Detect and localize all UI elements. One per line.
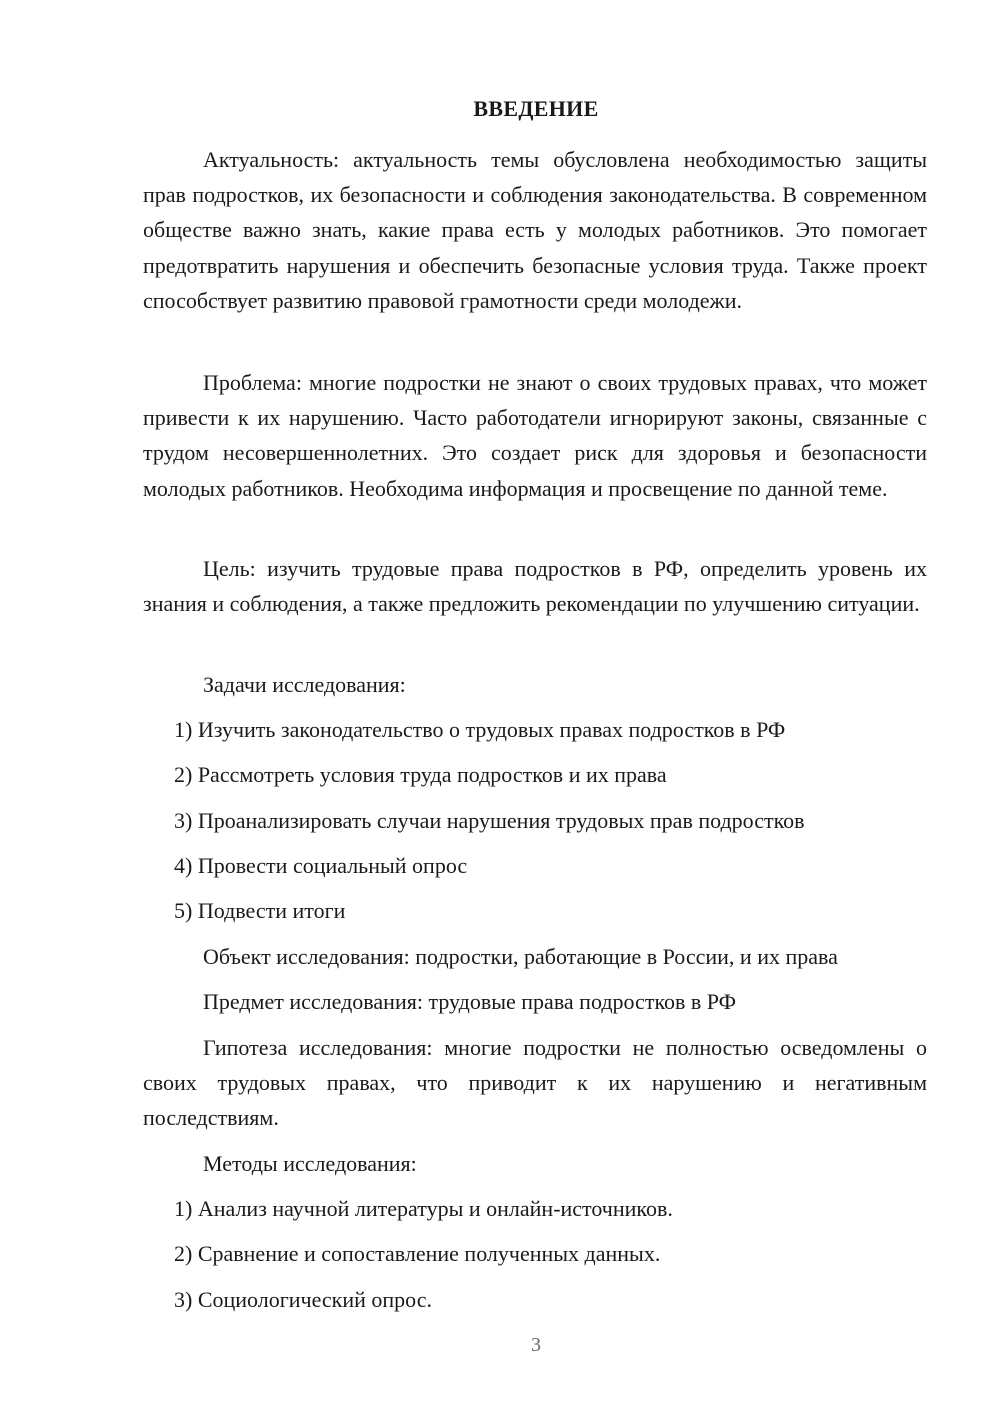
list-item: 4) Провести социальный опрос [174, 853, 468, 878]
subject-line: Предмет исследования: трудовые права подростков в РФ [203, 989, 737, 1014]
list-item: 5) Подвести итоги [174, 898, 346, 923]
list-item: 3) Социологический опрос. [174, 1287, 432, 1312]
list-item: 3) Проанализировать случаи нарушения трудовых прав подростков [174, 808, 805, 833]
list-item: 2) Сравнение и сопоставление полученных данных. [174, 1241, 661, 1266]
relevance-paragraph: Актуальность: актуальность темы обусловлена необходимостью защиты прав подростков, их безопасности и соблюдения законодательства. В современном обществе важно знать, какие права есть у молодых работников. Это помогает предотвратить нарушения и обеспечить безопасные условия труда. Также проект способствует развитию правовой грамотности среди молодежи. [143, 147, 927, 313]
problem-paragraph: Проблема: многие подростки не знают о своих трудовых правах, что может привести к их нарушению. Часто работодатели игнорируют законы, связанные с трудом несовершеннолетних. Это создает риск для здоровья и безопасности молодых работников. Необходима информация и просвещение по данной теме. [143, 370, 927, 501]
list-item: 1) Изучить законодательство о трудовых правах подростков в РФ [174, 717, 786, 742]
hypothesis-paragraph: Гипотеза исследования: многие подростки не полностью осведомлены о своих трудовых правах, что приводит к их нарушению и негативным последствиям. [143, 1035, 927, 1131]
object-line: Объект исследования: подростки, работающие в России, и их права [203, 944, 838, 969]
section-title: ВВЕДЕНИЕ [473, 96, 599, 121]
goal-paragraph: Цель: изучить трудовые права подростков в РФ, определить уровень их знания и соблюдения, а также предложить рекомендации по улучшению ситуации. [143, 556, 927, 617]
methods-heading: Методы исследования: [203, 1151, 417, 1176]
list-item: 1) Анализ научной литературы и онлайн-источников. [174, 1196, 673, 1221]
list-item: 2) Рассмотреть условия труда подростков и их права [174, 762, 667, 787]
tasks-heading: Задачи исследования: [203, 672, 406, 697]
page-number: 3 [531, 1334, 541, 1356]
